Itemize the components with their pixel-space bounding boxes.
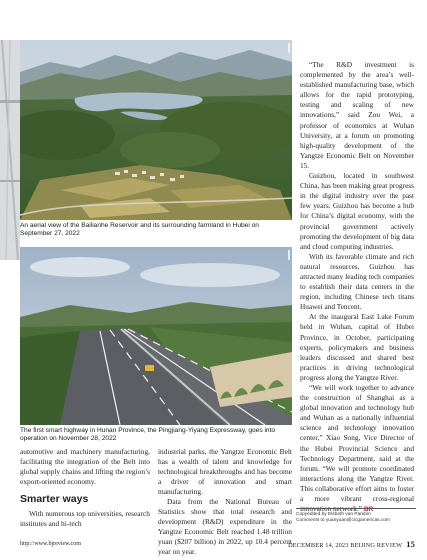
section-subhead: Smarter ways bbox=[20, 493, 89, 505]
article-column-left bbox=[20, 447, 150, 529]
article-paragraph: automotive and machinery manufacturing, facilitating the integration of the Belt into global supply chains and lifting the region’s export-oriented economy. bbox=[20, 447, 150, 486]
photo-credit-mark bbox=[288, 250, 290, 260]
article-paragraph: With its favorable climate and rich natural resources, Guizhou has attracted many leading tech companies to establish their data centers in the region, including Chinese tech titans Huawei and Tencent. bbox=[300, 251, 414, 312]
page-number: 15 bbox=[406, 539, 415, 549]
highway-photo-caption: The first smart highway in Hunan Province, the Pingjiang-Yiyang Expressway, goes into operation on November 28, 2022 bbox=[20, 427, 276, 443]
article-column-middle bbox=[158, 447, 292, 557]
article-end-mark: BR bbox=[363, 506, 374, 514]
article-paragraph: At the inaugural East Lake Forum held in Wuhan, capital of Hubei Province, in October, participating experts, policymakers and business leaders discussed and shared best practices in driving technological progress along the Yangtze River. bbox=[300, 312, 414, 382]
reservoir-photo-caption: An aerial view of the Bailianhe Reservoir and its surrounding farmland in Hubei on September 27, 2022 bbox=[20, 222, 259, 238]
article-paragraph bbox=[300, 383, 414, 515]
article-paragraph-text: “We will work together to advance the construction of Shanghai as a global innovation and technology hub and Wuhan as a nationally influential science and technology innovation center,” Xiao Song, Vice Director of the Hubei Provincial Science and Technology Department, said at the forum. “We will promote coordinated interactions along the Yangtze River. This collaborative effort aims to foster a more vibrant cross-regional innovation network.” bbox=[300, 383, 414, 514]
copyeditor-line: Copyedited by Elsbeth van Paridon bbox=[296, 512, 371, 517]
footer-issue-info bbox=[288, 539, 415, 549]
footer-issue-text: DECEMBER 14, 2023 BEIJING REVIEW bbox=[288, 542, 403, 549]
article-paragraph: Guizhou, located in southwest China, has been making great progress in the digital industry over the past few years. Guizhou has become a hub for China’s digital economy, with the provincial government actively promoting the development of big data and cloud computing industries. bbox=[300, 171, 414, 251]
photo-credit-mark bbox=[288, 43, 290, 53]
article-column-right bbox=[300, 60, 414, 515]
footer-website-link[interactable]: http://www.bjreview.com bbox=[20, 541, 81, 547]
aerial-reservoir-photo bbox=[20, 40, 292, 220]
comments-contact-line: Comments to yuanyuan@cicgamericas.com bbox=[296, 518, 390, 524]
copyedit-note bbox=[296, 508, 416, 524]
smart-highway-photo bbox=[20, 247, 292, 425]
edge-photo-strip bbox=[0, 40, 20, 260]
article-paragraph: industrial parks, the Yangtze Economic Belt has a wealth of talent and knowledge for technological breakthroughs and has become a driver of innovation and smart manufacturing. bbox=[158, 447, 292, 496]
article-paragraph: Data from the National Bureau of Statistics show that total research and development (R&D) expenditure in the Yangtze Economic Belt reached 1.48 trillion yuan ($207 billion) in 2022, up 10.4 percent year on year. bbox=[158, 497, 292, 556]
article-paragraph: With numerous top universities, research institutes and hi-tech bbox=[20, 509, 150, 528]
article-paragraph: “The R&D investment is complemented by the area’s well-established manufacturing base, which allows for the rapid prototyping, testing and scaling of new innovations,” said Zou Wei, a professor of economics at Wuhan University, at a forum on promoting high-quality development of the Yangtze Economic Belt on November 15. bbox=[300, 60, 414, 170]
